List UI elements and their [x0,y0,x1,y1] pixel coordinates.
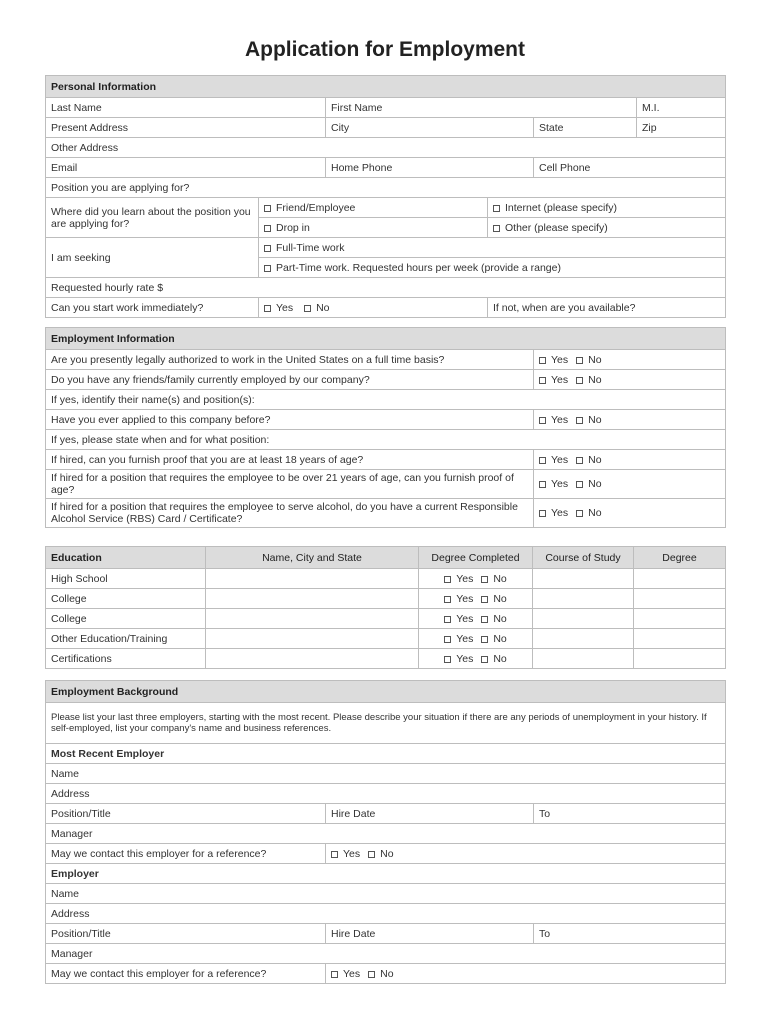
friends-employed-question: Do you have any friends/family currently employed by our company? [46,370,534,390]
checkbox-icon[interactable] [493,205,500,212]
source-option-internet[interactable]: Internet (please specify) [488,198,726,218]
checkbox-icon[interactable] [481,576,488,583]
start-immediately-yes-no[interactable]: Yes No [259,298,488,318]
employment-background-instructions: Please list your last three employers, starting with the most recent. Please describe your situation if there are any periods of unemployment in your history. If self-employed, list your company's name and business references. [46,703,726,744]
rbs-card-yes-no[interactable]: Yes No [534,499,726,528]
hire-date-field[interactable]: Hire Date [326,804,534,824]
table-row [46,569,726,589]
course-of-study-field[interactable] [533,589,634,609]
employer-address-field[interactable]: Address [46,784,726,804]
column-degree: Degree [634,547,726,569]
employment-background-table [45,680,726,984]
checkbox-icon[interactable] [539,457,546,464]
contact-reference-yes-no[interactable]: Yes No [326,844,726,864]
checkbox-icon[interactable] [264,265,271,272]
learn-about-label: Where did you learn about the position you are applying for? [46,198,259,238]
education-row-label: College [46,609,206,629]
present-address-field[interactable]: Present Address [46,118,326,138]
school-name-field[interactable] [206,649,419,669]
education-row-label: High School [46,569,206,589]
first-name-field[interactable]: First Name [326,98,637,118]
seeking-full-time[interactable]: Full-Time work [259,238,726,258]
checkbox-icon[interactable] [493,225,500,232]
applied-before-yes-no[interactable]: Yes No [534,410,726,430]
school-name-field[interactable] [206,629,419,649]
checkbox-icon[interactable] [304,305,311,312]
seeking-part-time[interactable]: Part-Time work. Requested hours per week (provide a range) [259,258,726,278]
checkbox-icon[interactable] [576,457,583,464]
hire-date-field[interactable]: Hire Date [326,924,534,944]
identify-names-field[interactable]: If yes, identify their name(s) and position(s): [46,390,726,410]
degree-field[interactable] [634,589,726,609]
column-degree-completed: Degree Completed [419,547,533,569]
most-recent-employer-heading: Most Recent Employer [46,744,726,764]
degree-field[interactable] [634,649,726,669]
table-row [46,629,726,649]
proof-21-yes-no[interactable]: Yes No [534,470,726,499]
checkbox-icon[interactable] [576,510,583,517]
checkbox-icon[interactable] [481,656,488,663]
start-immediately-label: Can you start work immediately? [46,298,259,318]
employer-heading: Employer [46,864,726,884]
source-option-drop-in[interactable]: Drop in [259,218,488,238]
table-row [46,589,726,609]
degree-completed-yes-no[interactable]: Yes No [419,649,533,669]
proof-18-yes-no[interactable]: Yes No [534,450,726,470]
checkbox-icon[interactable] [331,971,338,978]
manager-field[interactable]: Manager [46,944,726,964]
proof-21-question: If hired for a position that requires the employee to be over 21 years of age, can you furnish proof of age? [46,470,534,499]
education-table [45,546,726,669]
degree-completed-yes-no[interactable]: Yes No [419,589,533,609]
checkbox-icon[interactable] [481,636,488,643]
school-name-field[interactable] [206,609,419,629]
checkbox-icon[interactable] [539,481,546,488]
checkbox-icon[interactable] [444,576,451,583]
table-row [46,609,726,629]
checkbox-icon[interactable] [444,656,451,663]
source-option-other[interactable]: Other (please specify) [488,218,726,238]
authorized-question: Are you presently legally authorized to work in the United States on a full time basis? [46,350,534,370]
available-when-field[interactable]: If not, when are you available? [488,298,726,318]
checkbox-icon[interactable] [539,357,546,364]
personal-information-table [45,75,726,318]
state-field[interactable]: State [534,118,637,138]
column-name-city-state: Name, City and State [206,547,419,569]
middle-initial-field[interactable]: M.I. [637,98,726,118]
checkbox-icon[interactable] [576,481,583,488]
education-row-label: Certifications [46,649,206,669]
contact-reference-yes-no[interactable]: Yes No [326,964,726,984]
degree-completed-yes-no[interactable]: Yes No [419,569,533,589]
checkbox-icon[interactable] [539,510,546,517]
education-header: Education [46,547,206,569]
checkbox-icon[interactable] [444,636,451,643]
position-title-field[interactable]: Position/Title [46,924,326,944]
manager-field[interactable]: Manager [46,824,726,844]
position-applying-field[interactable]: Position you are applying for? [46,178,726,198]
last-name-field[interactable]: Last Name [46,98,326,118]
city-field[interactable]: City [326,118,534,138]
seeking-label: I am seeking [46,238,259,278]
checkbox-icon[interactable] [444,596,451,603]
email-field[interactable]: Email [46,158,326,178]
checkbox-icon[interactable] [444,616,451,623]
checkbox-icon[interactable] [264,225,271,232]
checkbox-icon[interactable] [481,616,488,623]
friends-employed-yes-no[interactable]: Yes No [534,370,726,390]
hourly-rate-field[interactable]: Requested hourly rate $ [46,278,726,298]
education-row-label: College [46,589,206,609]
degree-field[interactable] [634,629,726,649]
degree-completed-yes-no[interactable]: Yes No [419,609,533,629]
checkbox-icon[interactable] [539,377,546,384]
page-title: Application for Employment [244,38,525,61]
when-position-field[interactable]: If yes, please state when and for what position: [46,430,726,450]
course-of-study-field[interactable] [533,629,634,649]
applied-before-question: Have you ever applied to this company before? [46,410,534,430]
employment-information-table [45,327,726,528]
course-of-study-field[interactable] [533,569,634,589]
end-date-field[interactable]: To [534,924,726,944]
checkbox-icon[interactable] [576,417,583,424]
position-title-field[interactable]: Position/Title [46,804,326,824]
employment-background-header: Employment Background [46,681,726,703]
checkbox-icon[interactable] [331,851,338,858]
proof-18-question: If hired, can you furnish proof that you are at least 18 years of age? [46,450,534,470]
table-row [46,649,726,669]
school-name-field[interactable] [206,589,419,609]
contact-reference-label: May we contact this employer for a reference? [46,844,326,864]
source-option-friend[interactable]: Friend/Employee [259,198,488,218]
checkbox-icon[interactable] [368,971,375,978]
employer-name-field[interactable]: Name [46,764,726,784]
checkbox-icon[interactable] [264,305,271,312]
checkbox-icon[interactable] [481,596,488,603]
home-phone-field[interactable]: Home Phone [326,158,534,178]
authorized-yes-no[interactable]: Yes No [534,350,726,370]
zip-field[interactable]: Zip [637,118,726,138]
end-date-field[interactable]: To [534,804,726,824]
checkbox-icon[interactable] [264,245,271,252]
other-address-field[interactable]: Other Address [46,138,726,158]
employment-information-header: Employment Information [46,328,726,350]
checkbox-icon[interactable] [576,377,583,384]
course-of-study-field[interactable] [533,609,634,629]
rbs-card-question: If hired for a position that requires the employee to serve alcohol, do you have a current Responsible Alcohol Service (RBS) Card / Certificate? [46,499,534,528]
employer-address-field[interactable]: Address [46,904,726,924]
degree-completed-yes-no[interactable]: Yes No [419,629,533,649]
checkbox-icon[interactable] [368,851,375,858]
degree-field[interactable] [634,609,726,629]
personal-information-header: Personal Information [46,76,726,98]
school-name-field[interactable] [206,569,419,589]
cell-phone-field[interactable]: Cell Phone [534,158,726,178]
course-of-study-field[interactable] [533,649,634,669]
employer-name-field[interactable]: Name [46,884,726,904]
contact-reference-label: May we contact this employer for a reference? [46,964,326,984]
column-course-of-study: Course of Study [533,547,634,569]
education-row-label: Other Education/Training [46,629,206,649]
checkbox-icon[interactable] [539,417,546,424]
checkbox-icon[interactable] [264,205,271,212]
degree-field[interactable] [634,569,726,589]
checkbox-icon[interactable] [576,357,583,364]
